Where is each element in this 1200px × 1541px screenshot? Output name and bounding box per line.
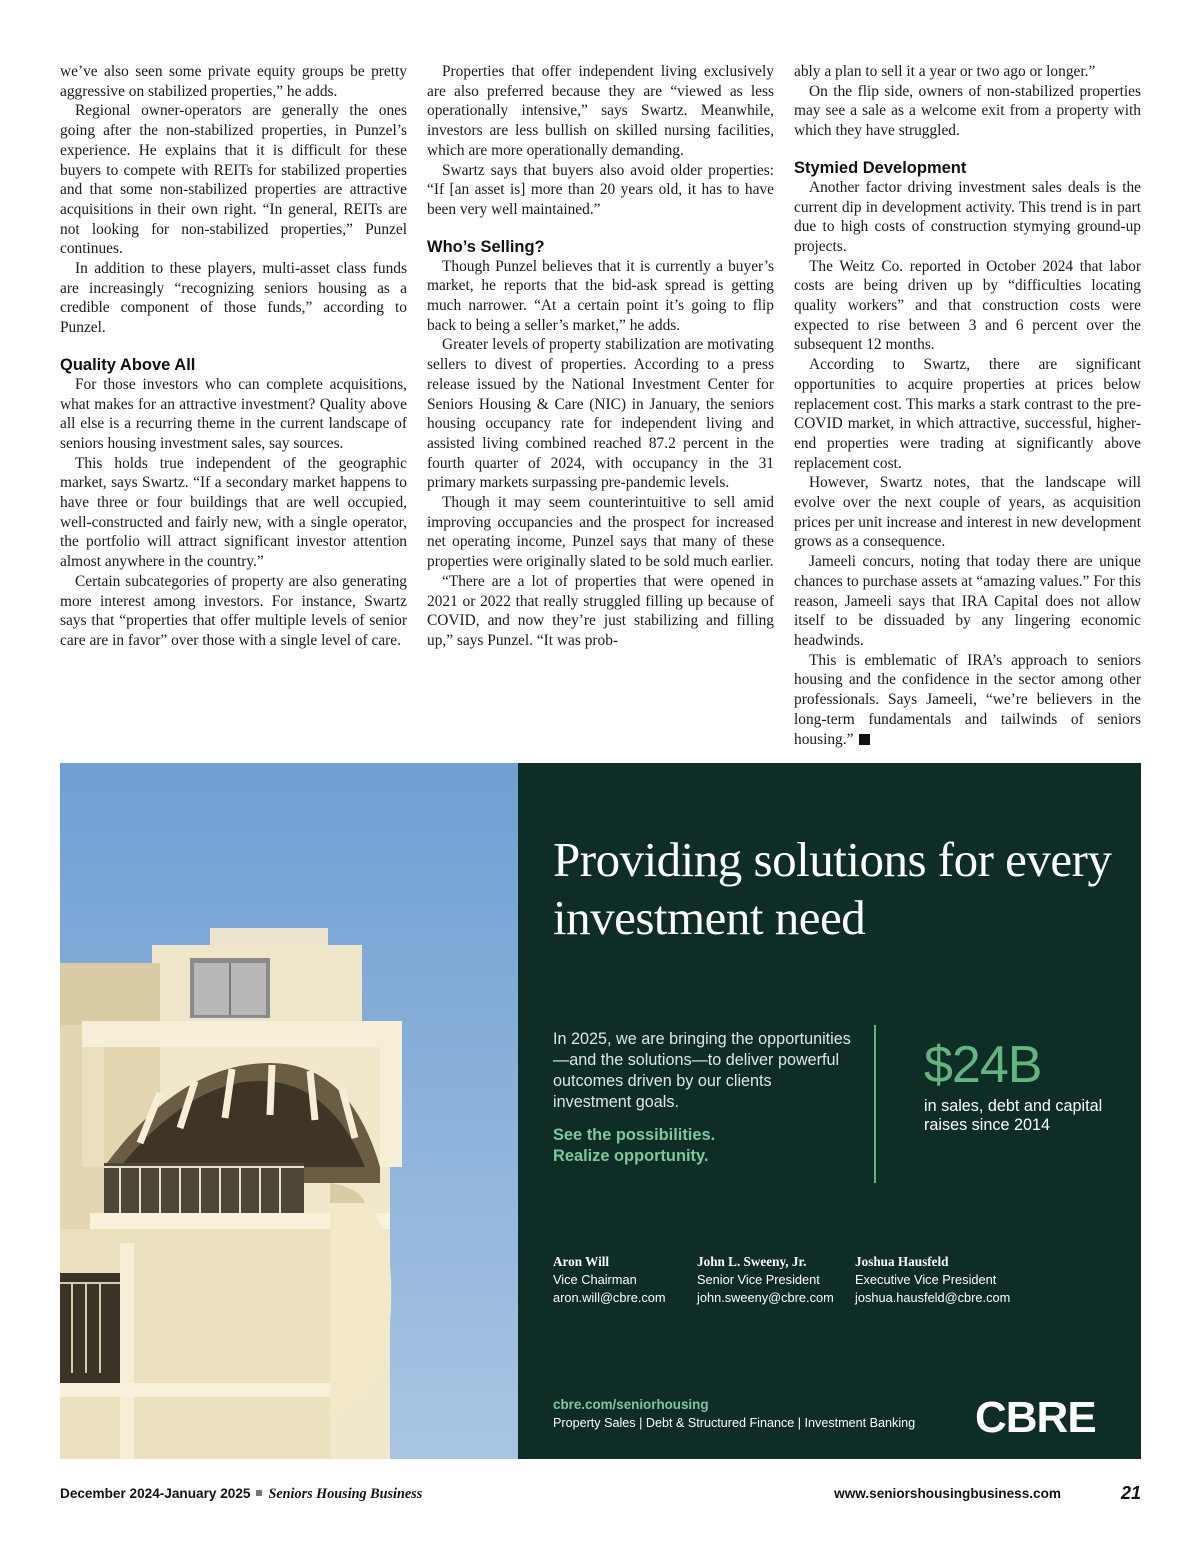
paragraph-text: This is emblematic of IRA’s approach to seniors housing and the confidence in the sector among other professionals. Says Jameeli, “we’re believers in the long-term fundamentals and tailwinds of seniors housing.” xyxy=(794,651,1141,748)
ad-tagline xyxy=(553,1125,853,1167)
paragraph: In addition to these players, multi-asset class funds are increasingly “recognizing seniors housing as a credible component of those funds,” according to Punzel. xyxy=(60,260,407,337)
paragraph: “There are a lot of properties that were opened in 2021 or 2022 that really struggled filling up because of COVID, and now they’re just stabilizing and filling up,” says Punzel. “It was prob- xyxy=(427,572,774,649)
contact-card xyxy=(697,1253,834,1307)
contact-name: John L. Sweeny, Jr. xyxy=(697,1254,807,1269)
contact-role: Senior Vice President xyxy=(697,1272,820,1287)
ad-panel xyxy=(518,763,1141,1459)
paragraph: ably a plan to sell it a year or two ago or longer.” xyxy=(794,63,1096,80)
paragraph: Though Punzel believes that it is currently a buyer’s market, he reports that the bid-ask spread is getting much narrower. “At a certain point it’s going to flip back to being a seller’s market,” he adds. xyxy=(427,257,774,334)
ad-body-text: In 2025, we are bringing the opportunities—and the solutions—to deliver powerful outcomes driven by our clients investment goals. xyxy=(553,1030,851,1111)
footer-website[interactable]: www.seniorshousingbusiness.com xyxy=(834,1486,1061,1501)
article-column-3 xyxy=(794,62,1141,749)
footer-publication: Seniors Housing Business xyxy=(268,1486,423,1502)
building-photo xyxy=(60,763,518,1459)
tagline-line-2: Realize opportunity. xyxy=(553,1147,709,1165)
building-illustration xyxy=(60,763,518,1459)
paragraph: Greater levels of property stabilization are motivating sellers to divest of properties. According to a press release issued by the National Investment Center for Seniors Housing & Care (NIC) in January, the seniors housing occupancy rate for independent living and assisted living combined reached 87.2 percent in the fourth quarter of 2024, with occupancy in the 31 primary markets surpassing pre-pandemic levels. xyxy=(427,336,774,492)
paragraph: Certain subcategories of property are also generating more interest among investors. For instance, Swartz says that “properties that offer multiple levels of senior care are in favor” over those with a single level of care. xyxy=(60,572,407,649)
page-footer xyxy=(60,1484,1141,1508)
paragraph: Properties that offer independent living exclusively are also preferred because they are “viewed as less operationally intensive,” says Swartz. Meanwhile, investors are less bullish on skilled nursing facilities, which are more operationally demanding. xyxy=(427,63,774,159)
ad-services: Property Sales | Debt & Structured Finance | Investment Banking xyxy=(553,1416,916,1430)
paragraph: we’ve also seen some private equity groups be pretty aggressive on stabilized properties,” he adds. xyxy=(60,63,407,100)
page-number: 21 xyxy=(1120,1483,1141,1503)
paragraph: Though it may seem counterintuitive to sell amid improving occupancies and the prospect for increased net operating income, Punzel says that many of these properties were originally slated to be sold much earlier. xyxy=(427,494,774,571)
tagline-line-1: See the possibilities. xyxy=(553,1126,716,1144)
separator-square-icon xyxy=(256,1490,262,1496)
contact-email[interactable]: john.sweeny@cbre.com xyxy=(697,1290,834,1305)
article-column-1 xyxy=(60,62,407,651)
contact-role: Executive Vice President xyxy=(855,1272,997,1287)
paragraph: Regional owner-operators are generally the ones going after the non-stabilized properties, in Punzel’s experience. He explains that it is difficult for these buyers to compete with REITs for stabilized properties and that some non-stabilized properties are attractive acquisitions in their own right. “In general, REITs are not looking for non-stabilized properties,” Punzel continues. xyxy=(60,102,407,258)
article-column-2 xyxy=(427,62,774,651)
divider-line xyxy=(874,1025,876,1183)
paragraph: Swartz says that buyers also avoid older properties: “If [an asset is] more than 20 years old, it has to have been very well maintained.” xyxy=(427,161,774,218)
stat-caption: in sales, debt and capital raises since 2014 xyxy=(924,1097,1103,1134)
paragraph: On the flip side, owners of non-stabilized properties may see a sale as a welcome exit from a property with which they have struggled. xyxy=(794,82,1141,140)
contact-card xyxy=(553,1253,666,1307)
paragraph: Jameeli concurs, noting that today there are unique chances to purchase assets at “amazing values.” For this reason, Jameeli says that IRA Capital does not allow itself to be dissuaded by any lingering economic headwinds. xyxy=(794,553,1141,649)
stat-value: $24B xyxy=(924,1036,1042,1094)
contact-email[interactable]: aron.will@cbre.com xyxy=(553,1290,666,1305)
contact-name: Aron Will xyxy=(553,1254,610,1269)
ad-headline: Providing solutions for every investment need xyxy=(553,832,1112,945)
cbre-logo: CBRE xyxy=(975,1393,1096,1442)
section-heading: Stymied Development xyxy=(794,158,967,177)
article-columns xyxy=(60,62,1141,762)
paragraph: However, Swartz notes, that the landscape will evolve over the next couple of years, as acquisition prices per unit increase and interest in new development grows as a consequence. xyxy=(794,474,1141,551)
paragraph-last xyxy=(794,651,1141,750)
contact-email[interactable]: joshua.hausfeld@cbre.com xyxy=(855,1290,1011,1305)
cbre-advertisement xyxy=(60,763,1141,1459)
paragraph: Another factor driving investment sales deals is the current dip in development activity. This trend is in part due to high costs of construction stymying ground-up projects. xyxy=(794,178,1141,255)
footer-issue xyxy=(60,1484,422,1504)
ad-website-link[interactable]: cbre.com/seniorhousing xyxy=(553,1397,709,1412)
contact-name: Joshua Hausfeld xyxy=(855,1254,949,1269)
contact-card xyxy=(855,1253,1010,1307)
paragraph: The Weitz Co. reported in October 2024 that labor costs are being driven up by “difficulties locating quality workers” and that construction costs were expected to rise between 3 and 6 percent over the subsequent 12 months. xyxy=(794,257,1141,354)
footer-date: December 2024-January 2025 xyxy=(60,1486,251,1501)
paragraph: For those investors who can complete acquisitions, what makes for an attractive investment? Quality above all else is a recurring theme in the current landscape of seniors housing investment sales, say sources. xyxy=(60,375,407,452)
paragraph: This holds true independent of the geographic market, says Swartz. “If a secondary market happens to have three or four buildings that are well occupied, well-constructed and fairly new, with a single operator, the portfolio will attract significant investor attention almost anywhere in the country.” xyxy=(60,454,407,571)
section-heading: Who’s Selling? xyxy=(427,237,545,256)
paragraph: According to Swartz, there are significant opportunities to acquire properties at prices below replacement cost. This marks a stark contrast to the pre-COVID market, in which attractive, successful, higher-end properties were trading at significantly above replacement cost. xyxy=(794,356,1141,472)
end-mark-icon xyxy=(859,734,870,745)
contact-role: Vice Chairman xyxy=(553,1272,637,1287)
section-heading: Quality Above All xyxy=(60,355,196,374)
